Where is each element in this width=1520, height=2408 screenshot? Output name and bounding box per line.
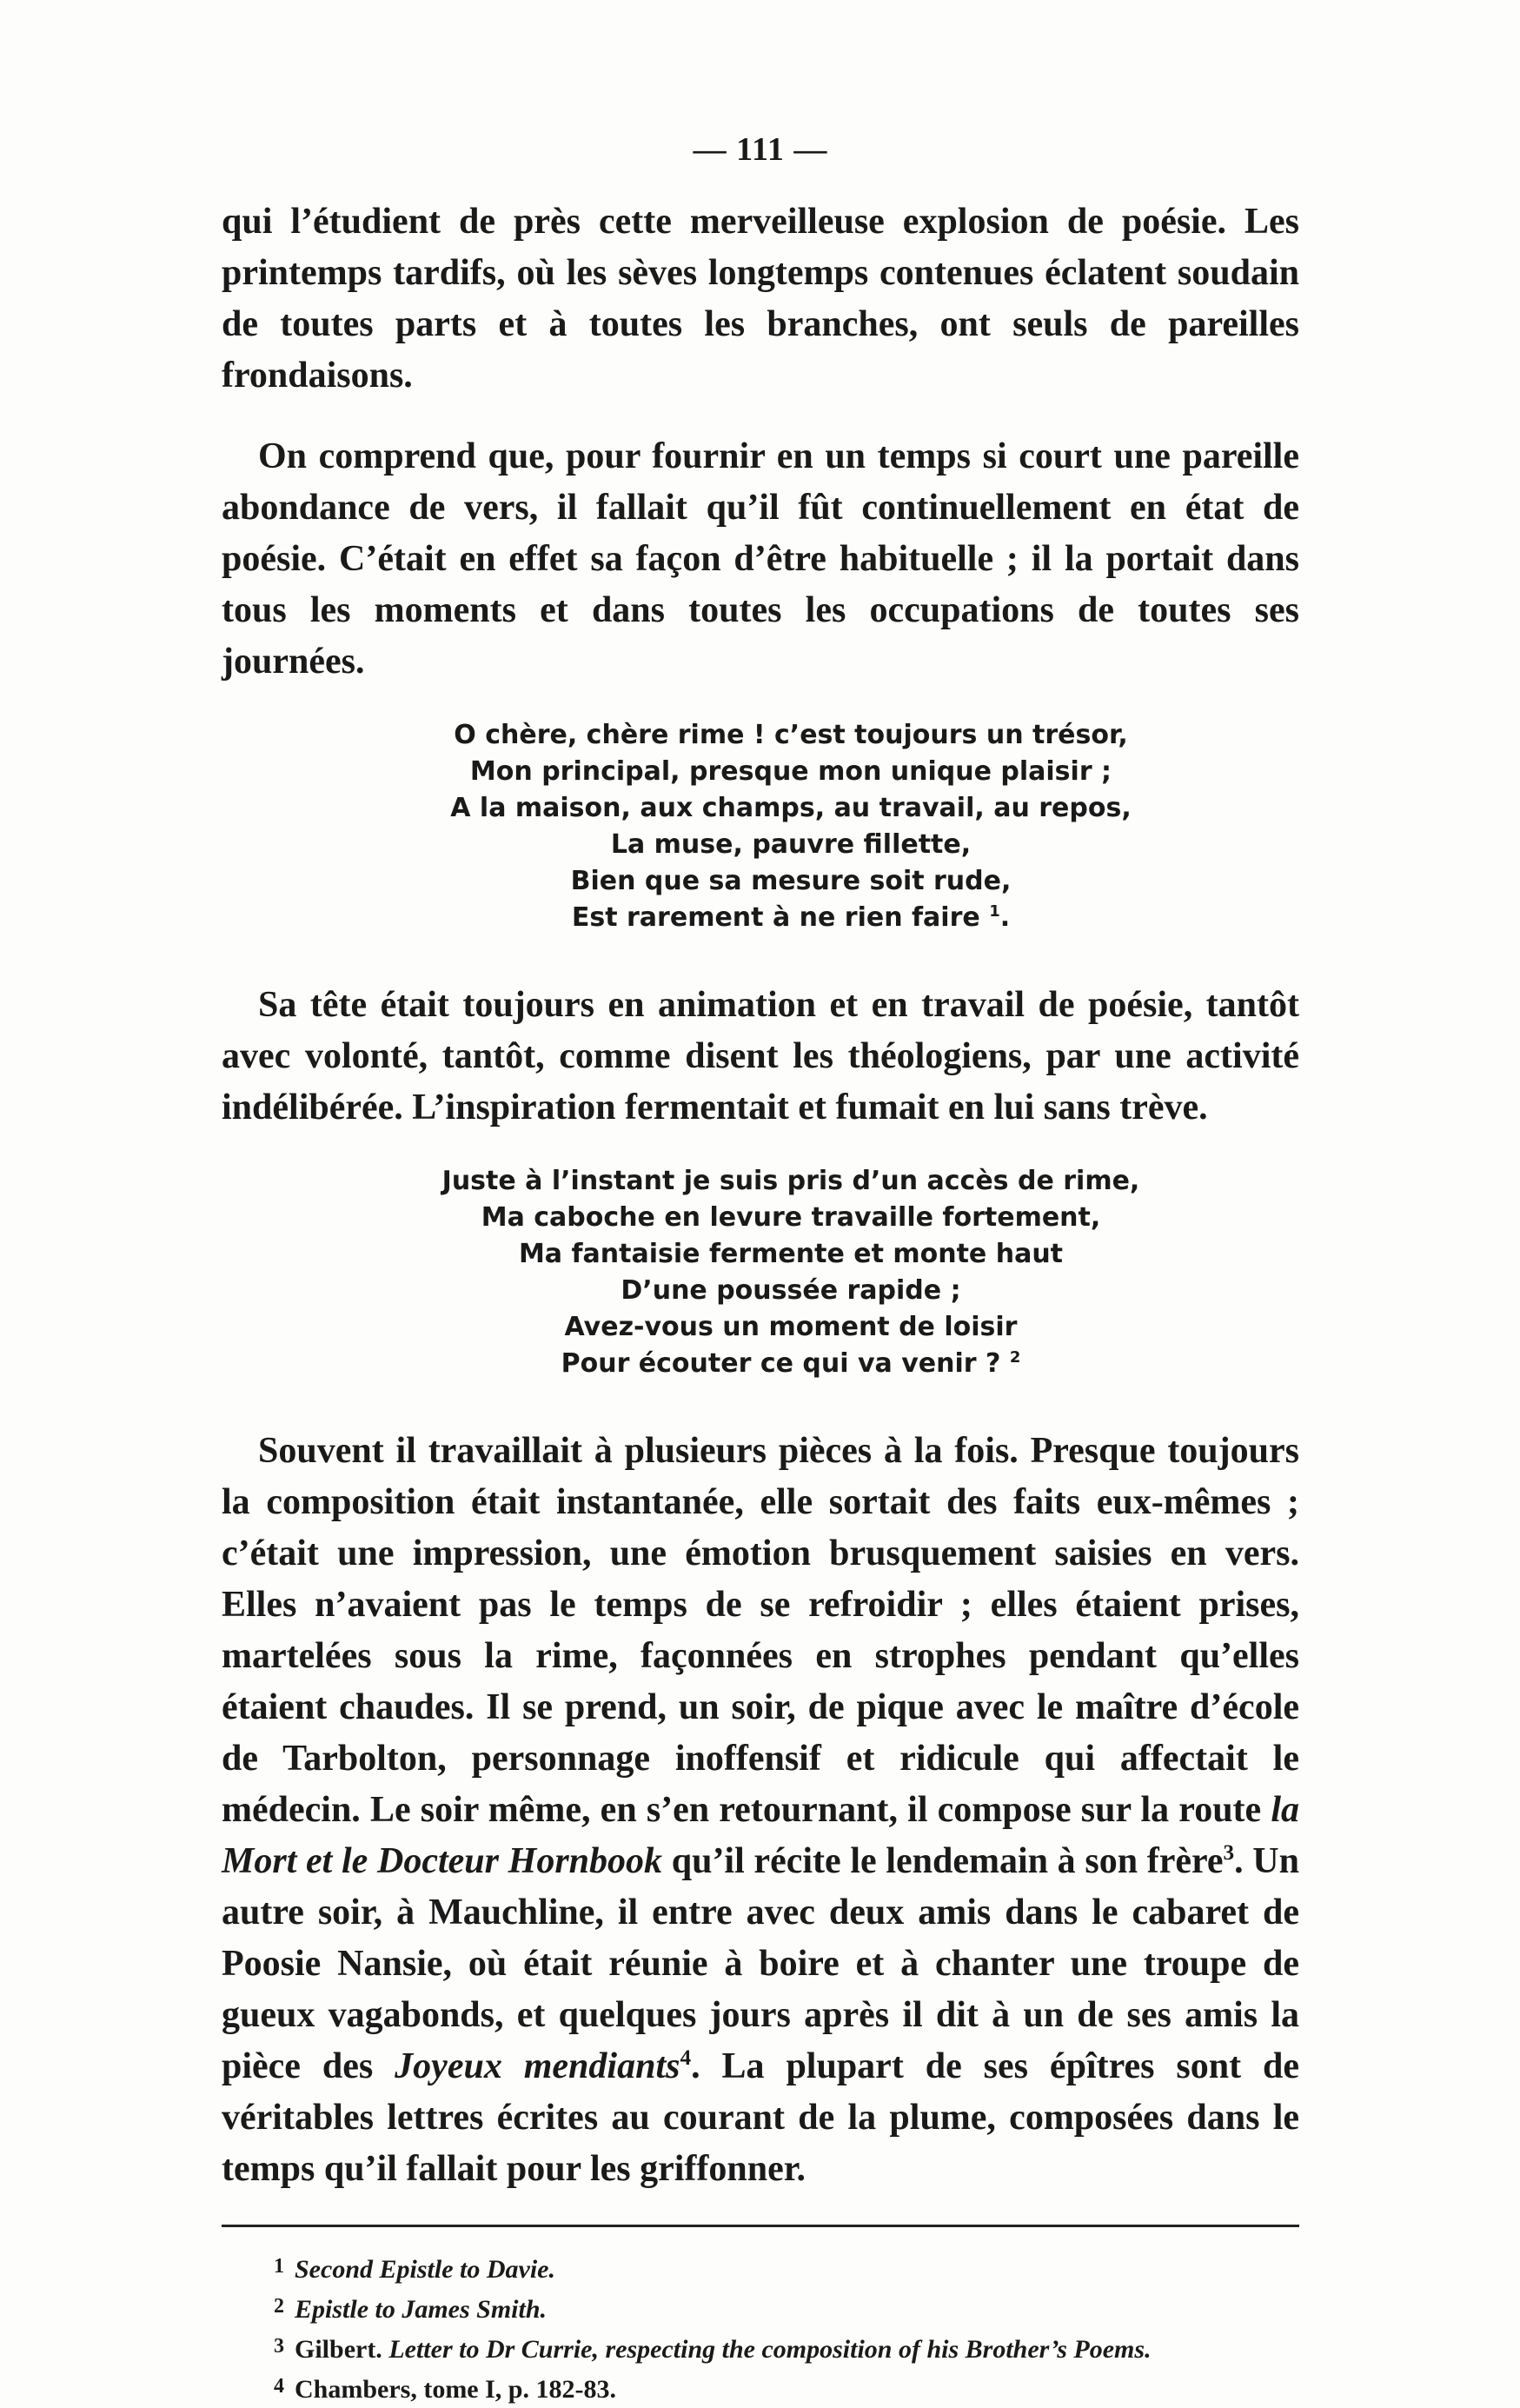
verse-line: A la maison, aux champs, au travail, au repos, [450, 793, 1132, 823]
footnote-text: Second Epistle to Davie. [295, 2255, 555, 2284]
footnote-ref: 3 [1223, 1841, 1235, 1865]
verse-line: Juste à l’instant je suis pris d’un accès de rime, [441, 1166, 1140, 1196]
paragraph-3: Sa tête était toujours en animation et en travail de poésie, tantôt avec volonté, tantôt, comme disent les théologiens, par une activité indélibérée. L’inspiration fermentait et fumait en lui sans trève. [222, 985, 1299, 1128]
verse-line: Avez-vous un moment de loisir [564, 1312, 1018, 1342]
verse-line: Ma fantaisie fermente et monte haut [518, 1239, 1064, 1269]
work-title: Joyeux mendiants [395, 2046, 680, 2086]
footnote-divider [222, 2225, 1299, 2227]
footnotes [222, 2248, 1299, 2408]
verse-quote-1 [222, 717, 1299, 936]
verse-line-last [282, 1346, 1299, 1382]
page [222, 130, 1299, 2408]
footnote-number: 1 [274, 2255, 284, 2278]
verse-line: Ma caboche en levure travaille fortement, [481, 1202, 1101, 1233]
paragraph-text: qu’il récite le lendemain à son frère [662, 1841, 1224, 1881]
verse-line-text: Est rarement à ne rien faire [571, 902, 980, 933]
paragraph-4 [222, 1426, 1299, 2195]
footnote-text: Epistle to James Smith. [295, 2295, 548, 2324]
footnote [222, 2248, 1299, 2288]
page-number: — 111 — [693, 131, 828, 168]
verse-line-text: Pour écouter ce qui va venir ? [561, 1348, 1001, 1379]
footnote-number: 4 [274, 2375, 284, 2398]
paragraph-text: . Un autre soir, à Mauchline, il entre avec deux amis dans le cabaret de Poosie Nansie, où était réunie à boire et à chanter une troupe de gueux vagabonds, et quelques jours après il dit à un de ses amis la pièce des [222, 1841, 1299, 2086]
footnote [222, 2328, 1299, 2368]
paragraph-1: qui l’étudient de près cette merveilleuse explosion de poésie. Les printemps tardifs, où les sèves longtemps contenues éclatent soudain de toutes parts et à toutes les branches, ont seuls de pareilles frondaisons. [222, 202, 1299, 396]
verse-line: O chère, chère rime ! c’est toujours un trésor, [454, 720, 1128, 750]
verse-line: D’une poussée rapide ; [621, 1275, 961, 1306]
paragraph-2: On comprend que, pour fournir en un temps si court une pareille abondance de vers, il fallait qu’il fût continuellement en état de poésie. C’était en effet sa façon d’être habituelle ; il la portait dans tous les moments et dans toutes les occupations de toutes ses journées. [222, 436, 1299, 682]
paragraph-text: Souvent il travaillait à plusieurs pièces à la fois. Presque toujours la composition était instantanée, elle sortait des faits eux-mêmes ; c’était une impression, une émotion brusquement saisies en vers. Elles n’avaient pas le temps de se refroidir ; elles étaient prises, martelées sous la rime, façonnées en strophes pendant qu’elles étaient chaudes. Il se prend, un soir, de pique avec le maître d’école de Tarbolton, personnage inoffensif et ridicule qui affectait le médecin. Le soir même, en s’en retournant, il compose sur la route [222, 1431, 1299, 1830]
footnote-ref: 2 [1009, 1348, 1021, 1367]
footnote [222, 2288, 1299, 2328]
footnote-author: Gilbert. [295, 2335, 389, 2364]
paragraph-text: . La plupart de ses épîtres sont de véritables lettres écrites au courant de la plume, composées dans le temps qu’il fallait pour les griffonner. [222, 2046, 1300, 2189]
footnote [222, 2368, 1299, 2408]
footnote-text: Letter to Dr Currie, respecting the composition of his Brother’s Poems. [388, 2335, 1152, 2364]
work-title: la Mort et le Docteur Hornbook [222, 1790, 1299, 1881]
verse-line-last: Est rarement à ne rien faire $^1$. [571, 902, 1011, 933]
verse-line: Mon principal, presque mon unique plaisir ; [469, 756, 1112, 787]
footnote-number: 3 [274, 2335, 284, 2358]
verse-line: Bien que sa mesure soit rude, [570, 866, 1012, 896]
verse-quote-2 [222, 1163, 1299, 1382]
verse-line: La muse, pauvre fillette, [610, 829, 972, 860]
footnote-text: Chambers, tome I, p. 182-83. [295, 2375, 616, 2404]
footnote-number: 2 [274, 2295, 284, 2318]
footnote-ref: 1 [989, 902, 1000, 921]
footnote-ref: 4 [680, 2046, 692, 2070]
